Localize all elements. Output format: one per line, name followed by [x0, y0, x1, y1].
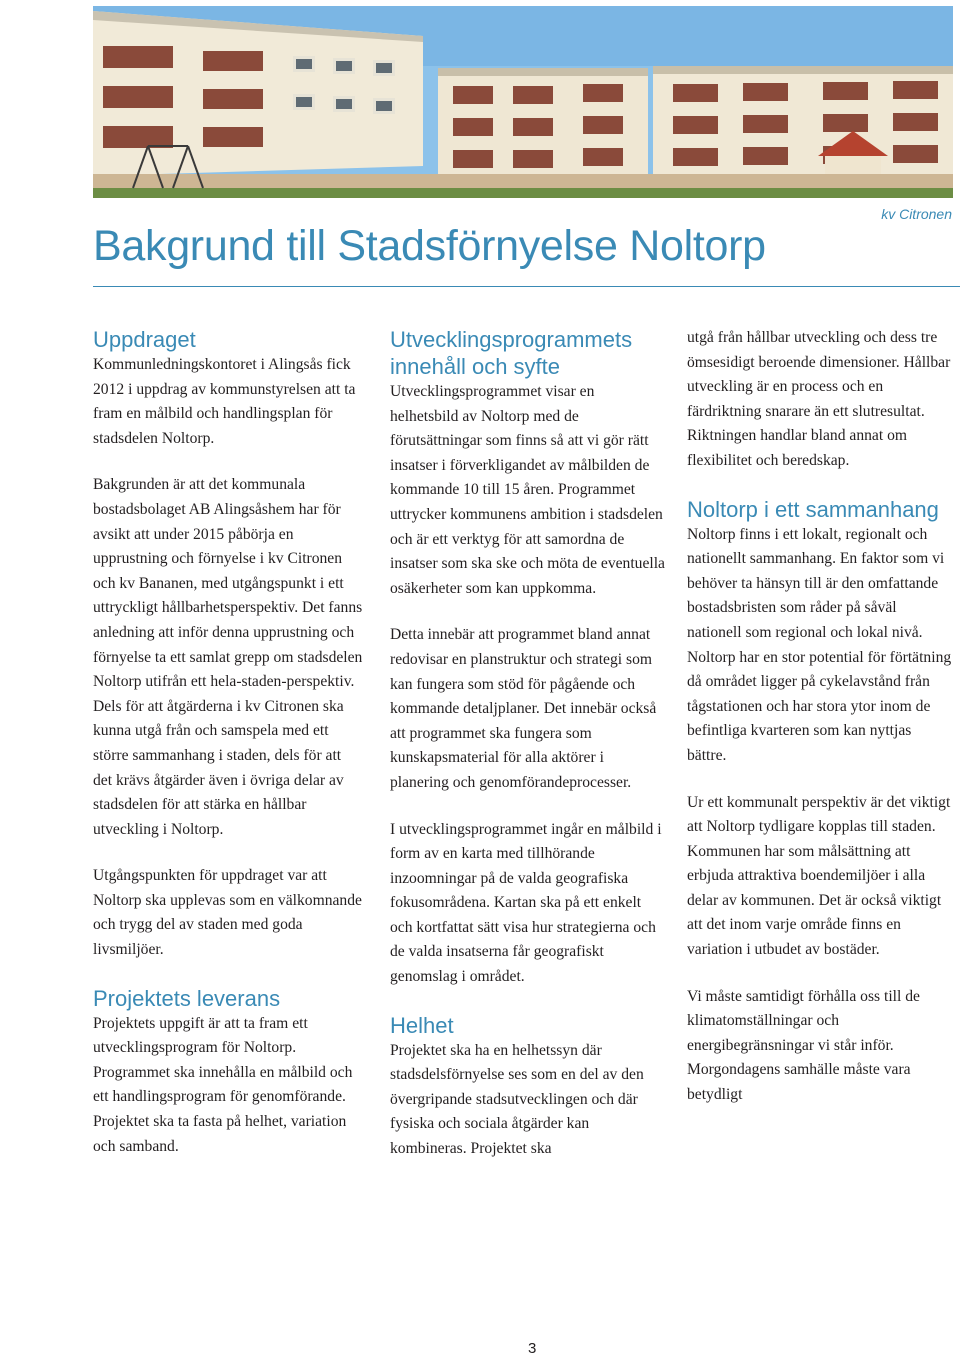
paragraph: Utvecklingsprogrammet visar en helhetsbild av Noltorp med de förutsättningar som finns så att vi gör rätt insatser i förverkligandet av målbilden de kommande 10 till 15 åren. Programmet uttrycker kommunens ambition i stadsdelen och är ett verktyg för att samordna de insatser som ska ske och möta de eventuella osäkerheter som kan uppkomma. — [390, 383, 665, 597]
header-photo — [93, 6, 953, 198]
paragraph: Bakgrunden är att det kommunala bostadsbolaget AB Alingsåshem har för avsikt att under 2015 påbörja en upprustning och förnyelse i kv Citronen och kv Bananen, med utgångspunkt i ett uttryckligt hållbarhetsperspektiv. Det fanns anledning att inför denna upprustning och förnyelse ta ett samlat grepp om stadsdelen Noltorp utifrån ett hela-staden-perspektiv. Dels för att åtgärderna i kv Citronen ska kunna utgå från och samspela med ett större sammanhang i staden, dels för att det krävs åtgärder även i övriga delar av stadsdelen för att stärka en hållbar utveckling i Noltorp. — [93, 476, 363, 838]
page-number: 3 — [528, 1340, 537, 1357]
paragraph: Utgångspunkten för uppdraget var att Noltorp ska upplevas som en välkomnande och trygg del av staden med goda livsmiljöer. — [93, 867, 362, 959]
paragraph: Projektets uppgift är att ta fram ett utvecklingsprogram för Noltorp. Programmet ska innehålla en målbild och ett handlingsprogram för genomförande. Projektet ska ta fasta på helhet, variation och samband. — [93, 1014, 353, 1155]
paragraph: Noltorp finns i ett lokalt, regionalt och nationellt sammanhang. En faktor som vi behöver ta hänsyn till är den omfattande bostadsbristen som råder på såväl nationell som regional och lokal nivå. Noltorp har en stor potential för förtätning då området ligger på cykelavstånd från tågstationen och har stora ytor inom de befintliga kvarteren som kan nyttjas bättre. — [687, 525, 952, 764]
paragraph: Projektet ska ha en helhetssyn där stadsdelsförnyelse ses som en del av den övergripande stadsutvecklingen och där fysiska och sociala åtgärder kan kombineras. Projektet ska — [390, 1041, 644, 1158]
title-divider — [93, 286, 960, 287]
heading-projektets-leverans: Projektets leverans — [93, 985, 281, 1011]
column-3 — [687, 326, 952, 1108]
paragraph: Detta innebär att programmet bland annat redovisar en planstruktur och strategi som kan fungera som stöd för pågående och kommande detaljplaner. Det innebär också att programmet ska fungera som kunskapsmaterial för alla aktörer i planering och genomförandeprocesser. — [390, 626, 657, 791]
paragraph: Vi måste samtidigt förhålla oss till de klimatomställningar och energibegränsningar vi står inför. Morgondagens samhälle måste vara betydligt — [687, 987, 920, 1104]
paragraph: utgå från hållbar utveckling och dess tre ömsesidigt beroende dimensioner. Hållbar utveckling är en process och en färdriktning snarare än ett slutresultat. Riktningen handlar bland annat om flexibilitet och beredskap. — [687, 329, 951, 469]
heading-helhet: Helhet — [390, 1012, 454, 1038]
heading-utvecklingsprogrammet: Utvecklingsprogrammets innehåll och syfte — [390, 327, 633, 379]
paragraph: Ur ett kommunalt perspektiv är det viktigt att Noltorp tydligare kopplas till staden. Kommunen har som målsättning att erbjuda attraktiva boendemiljöer i alla delar av kommunen. Det är också viktigt att det inom varje område finns en variation i utbudet av bostäder. — [687, 793, 951, 959]
column-2 — [390, 326, 665, 1162]
heading-noltorp-sammanhang: Noltorp i ett sammanhang — [687, 496, 939, 522]
apartment-buildings-illustration — [93, 6, 953, 198]
paragraph: I utvecklingsprogrammet ingår en målbild i form av en karta med tillhörande inzoomningar på de valda geografiska fokusområdena. Kartan ska på ett enkelt och kortfattat sätt visa hur strategierna och de valda insatserna får geografiskt genomslag i området. — [390, 820, 662, 986]
page-title: Bakgrund till Stadsförnyelse Noltorp — [93, 222, 766, 270]
column-1 — [93, 326, 363, 1159]
paragraph: Kommunledningskontoret i Alingsås fick 2012 i uppdrag av kommunstyrelsen att ta fram en målbild och handlingsplan för stadsdelen Noltorp. — [93, 356, 356, 447]
heading-uppdraget: Uppdraget — [93, 327, 196, 352]
photo-caption: kv Citronen — [881, 206, 952, 222]
